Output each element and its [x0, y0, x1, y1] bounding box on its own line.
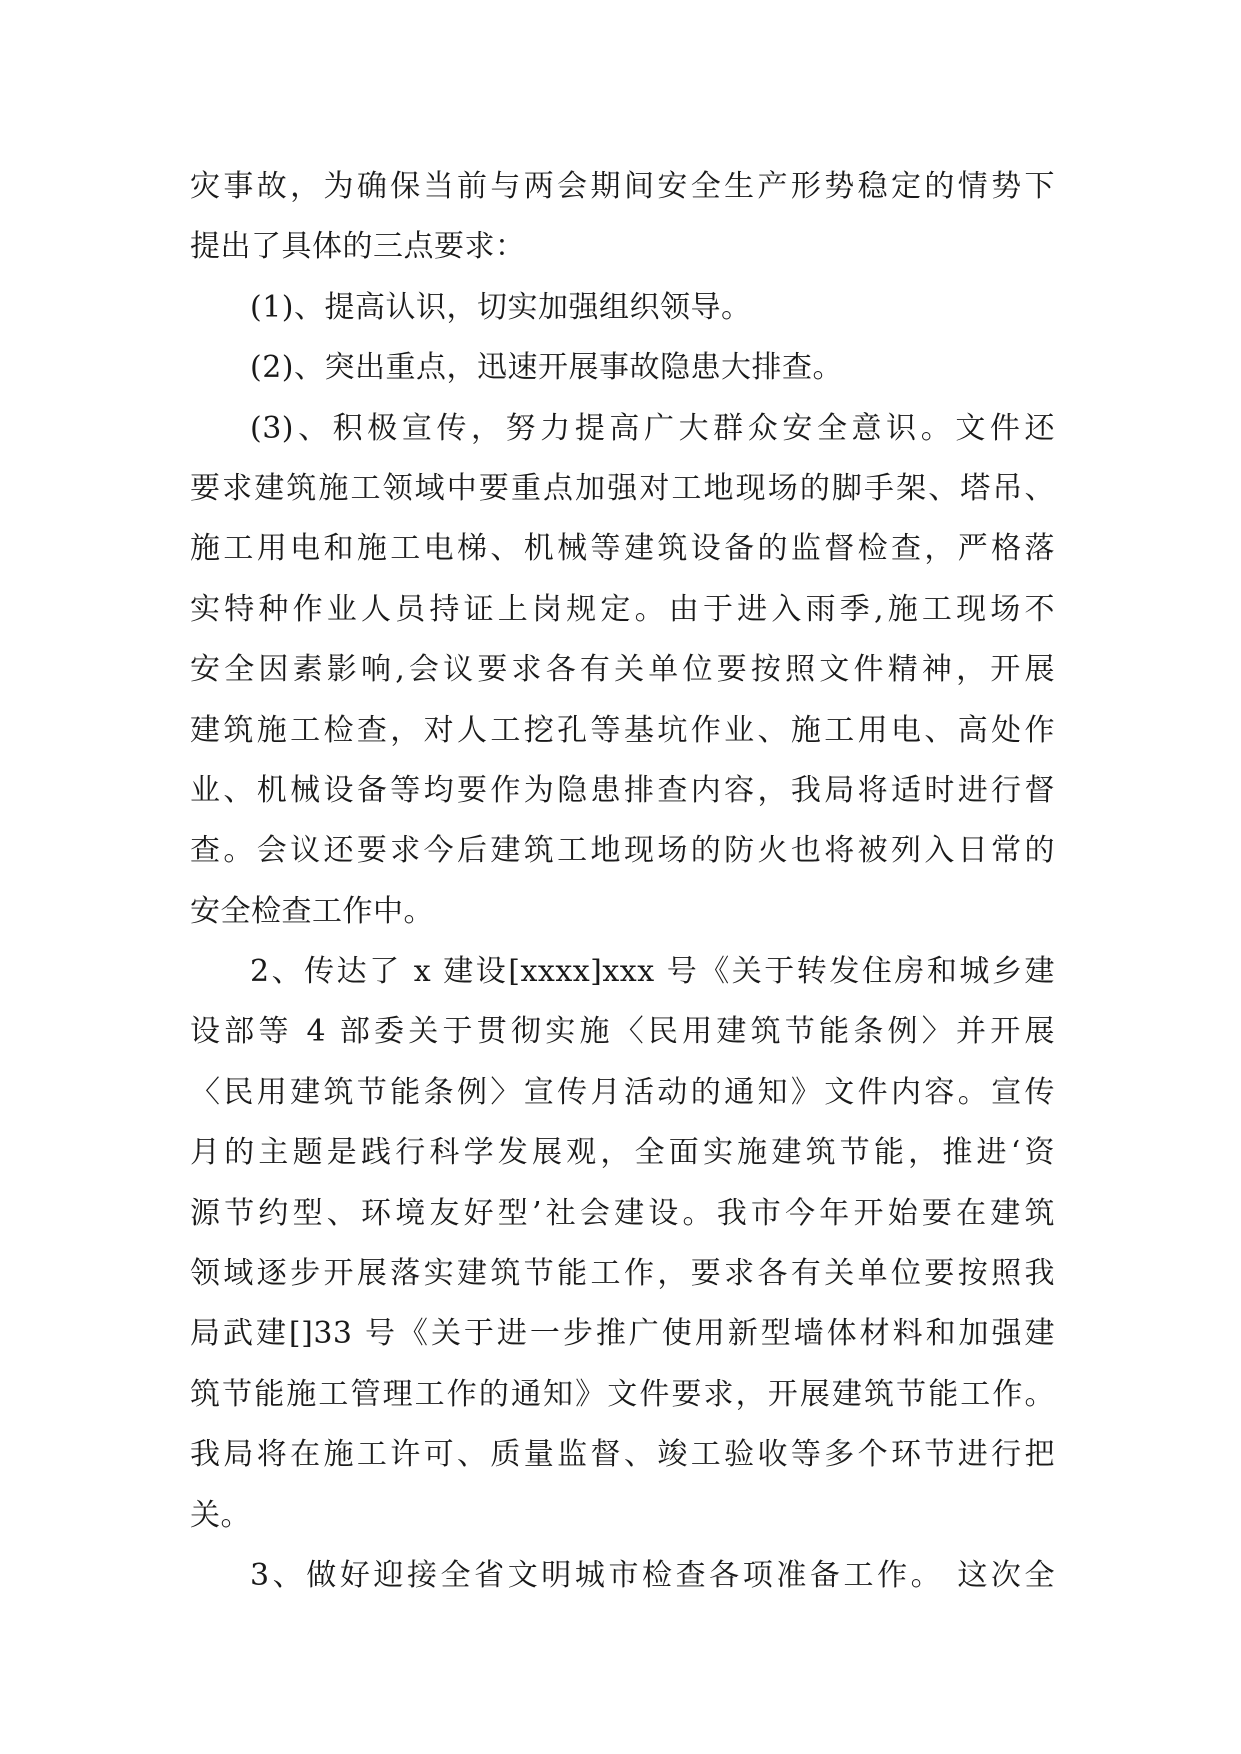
text-line: 领域逐步开展落实建筑节能工作，要求各有关单位要按照我: [190, 1256, 1055, 1292]
text-line: 提出了具体的三点要求：: [190, 229, 526, 265]
document-body: [190, 157, 1055, 1606]
text-line: 3、做好迎接全省文明城市检查各项准备工作。 这次全: [250, 1557, 1055, 1593]
text-line: 实特种作业人员持证上岗规定。由于进入雨季,施工现场不: [190, 591, 1055, 627]
text-line: 关。: [190, 1497, 251, 1533]
text-line: 安全检查工作中。: [190, 893, 434, 929]
text-line: (3)、积极宣传，努力提高广大群众安全意识。文件还: [250, 410, 1055, 446]
text-line: 灾事故，为确保当前与两会期间安全生产形势稳定的情势下: [190, 169, 1055, 204]
text-line: 安全因素影响,会议要求各有关单位要按照文件精神，开展: [190, 652, 1055, 688]
text-line: (2)、突出重点，迅速开展事故隐患大排查。: [250, 350, 843, 386]
text-line: 要求建筑施工领域中要重点加强对工地现场的脚手架、塔吊、: [190, 470, 1055, 506]
text-line: 建筑施工检查，对人工挖孔等基坑作业、施工用电、高处作: [190, 712, 1055, 748]
text-line: 〈民用建筑节能条例〉宣传月活动的通知》文件内容。宣传: [190, 1074, 1055, 1110]
text-line: 2、传达了 x 建设[xxxx]xxx 号《关于转发住房和城乡建: [250, 954, 1055, 990]
text-line: 月的主题是践行科学发展观，全面实施建筑节能，推进‘资: [190, 1135, 1055, 1171]
text-line: 查。会议还要求今后建筑工地现场的防火也将被列入日常的: [190, 833, 1055, 869]
text-line: 业、机械设备等均要作为隐患排查内容，我局将适时进行督: [190, 772, 1055, 808]
text-line: 设部等 4 部委关于贯彻实施〈民用建筑节能条例〉并开展: [190, 1014, 1055, 1050]
text-line: (1)、提高认识，切实加强组织领导。: [250, 289, 752, 325]
text-line: 局武建[]33 号《关于进一步推广使用新型墙体材料和加强建: [190, 1316, 1055, 1352]
text-line: 源节约型、环境友好型’社会建设。我市今年开始要在建筑: [190, 1195, 1055, 1231]
text-line: 我局将在施工许可、质量监督、竣工验收等多个环节进行把: [190, 1437, 1055, 1473]
text-line: 施工用电和施工电梯、机械等建筑设备的监督检查，严格落: [190, 531, 1055, 567]
text-line: 筑节能施工管理工作的通知》文件要求，开展建筑节能工作。: [190, 1376, 1055, 1412]
